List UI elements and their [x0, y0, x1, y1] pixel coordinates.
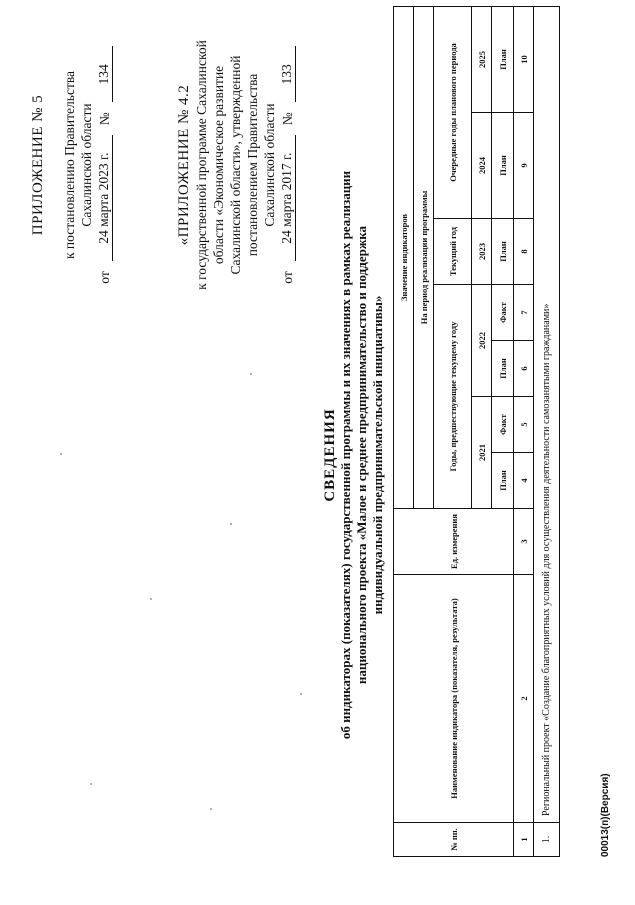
- column-number: 1: [514, 823, 534, 857]
- column-number: 9: [514, 113, 534, 219]
- appendix-4-2-from-label: от: [280, 271, 295, 284]
- header-period: На период реализации программы: [414, 6, 434, 508]
- appendix-4-2-block: [176, 25, 296, 305]
- header-current-year: Текущий год: [434, 219, 472, 285]
- heading-title: СВЕДЕНИЯ: [322, 408, 338, 502]
- column-number: 4: [514, 453, 534, 509]
- project-row: [534, 6, 560, 856]
- header-prev-years: Годы, предшествующие текущему году: [434, 285, 472, 509]
- column-number: 10: [514, 6, 534, 112]
- column-numbers-row: [514, 6, 534, 856]
- header-year-2023: 2023: [472, 219, 492, 285]
- document-heading: [322, 155, 386, 755]
- header-fact-2021: Факт: [492, 397, 514, 453]
- header-plan-2021: План: [492, 453, 514, 509]
- column-number: 3: [514, 509, 534, 575]
- scan-speck: [210, 808, 212, 810]
- appendix-4-2-number: 133: [278, 46, 296, 102]
- appendix-4-2-date: 24 марта 2017 г.: [278, 135, 296, 261]
- appendix-5-date: 24 марта 2023 г.: [95, 135, 113, 261]
- header-fact-2022: Факт: [492, 285, 514, 341]
- appendix-5-line2: Сахалинской области: [79, 103, 94, 227]
- scan-speck: [90, 783, 92, 785]
- appendix-5-block: [30, 25, 113, 305]
- appendix-5-number-label: №: [97, 112, 112, 126]
- header-year-2022: 2022: [472, 285, 492, 397]
- scan-speck: [150, 598, 152, 600]
- header-values: Значение индикаторов: [394, 6, 414, 508]
- header-plan-2025: План: [492, 6, 514, 112]
- header-year-2025: 2025: [472, 6, 492, 112]
- column-number: 8: [514, 219, 534, 285]
- header-plan-2023: План: [492, 219, 514, 285]
- scan-speck: [60, 453, 62, 455]
- column-number: 2: [514, 575, 534, 823]
- appendix-4-2-title: «ПРИЛОЖЕНИЕ № 4.2: [176, 84, 192, 246]
- scan-speck: [300, 693, 302, 695]
- project-text: Региональный проект «Создание благоприятных условий для осуществления деятельности самозанятыми гражданами»: [534, 6, 560, 822]
- header-plan-2022: План: [492, 341, 514, 397]
- appendix-5-date-line: [95, 25, 113, 305]
- appendix-5-from-label: от: [97, 271, 112, 284]
- scan-speck: [250, 373, 252, 375]
- appendix-5-line1: к постановлению Правительства: [62, 70, 77, 260]
- project-number: 1.: [534, 823, 560, 857]
- heading-line2: национального проекта «Малое и среднее предпринимательство и поддержка: [354, 225, 369, 685]
- appendix-4-2-line3: Сахалинской области», утвержденной: [228, 55, 243, 275]
- scan-speck: [230, 523, 232, 525]
- appendix-4-2-line5: Сахалинской области: [262, 103, 277, 227]
- column-number: 6: [514, 341, 534, 397]
- column-number: 5: [514, 397, 534, 453]
- appendix-4-2-line1: к государственной программе Сахалинской: [194, 40, 209, 290]
- header-next-years: Очередные годы планового периода: [434, 6, 472, 218]
- heading-line3: индивидуальной предпринимательской инициативы»: [370, 295, 385, 615]
- header-year-2021: 2021: [472, 397, 492, 509]
- indicators-table: [393, 6, 560, 857]
- appendix-5-title: ПРИЛОЖЕНИЕ № 5: [30, 94, 46, 236]
- appendix-4-2-date-line: [278, 25, 296, 305]
- column-number: 7: [514, 285, 534, 341]
- heading-line1: об индикаторах (показателях) государственной программы и их значениях в рамках реализации: [338, 170, 353, 740]
- appendix-5-number: 134: [95, 46, 113, 102]
- header-num: № пп.: [394, 823, 514, 857]
- appendix-4-2-line4: постановлением Правительства: [245, 73, 260, 257]
- header-plan-2024: План: [492, 113, 514, 219]
- document-footer: 00013(п)(Версия): [600, 773, 611, 857]
- appendix-4-2-number-label: №: [280, 112, 295, 126]
- header-year-2024: 2024: [472, 113, 492, 219]
- header-indicator-name: Наименование индикатора (показателя, результата): [394, 575, 514, 823]
- header-unit: Ед. измерения: [394, 509, 514, 575]
- appendix-4-2-line2: области «Экономическое развитие: [211, 65, 226, 265]
